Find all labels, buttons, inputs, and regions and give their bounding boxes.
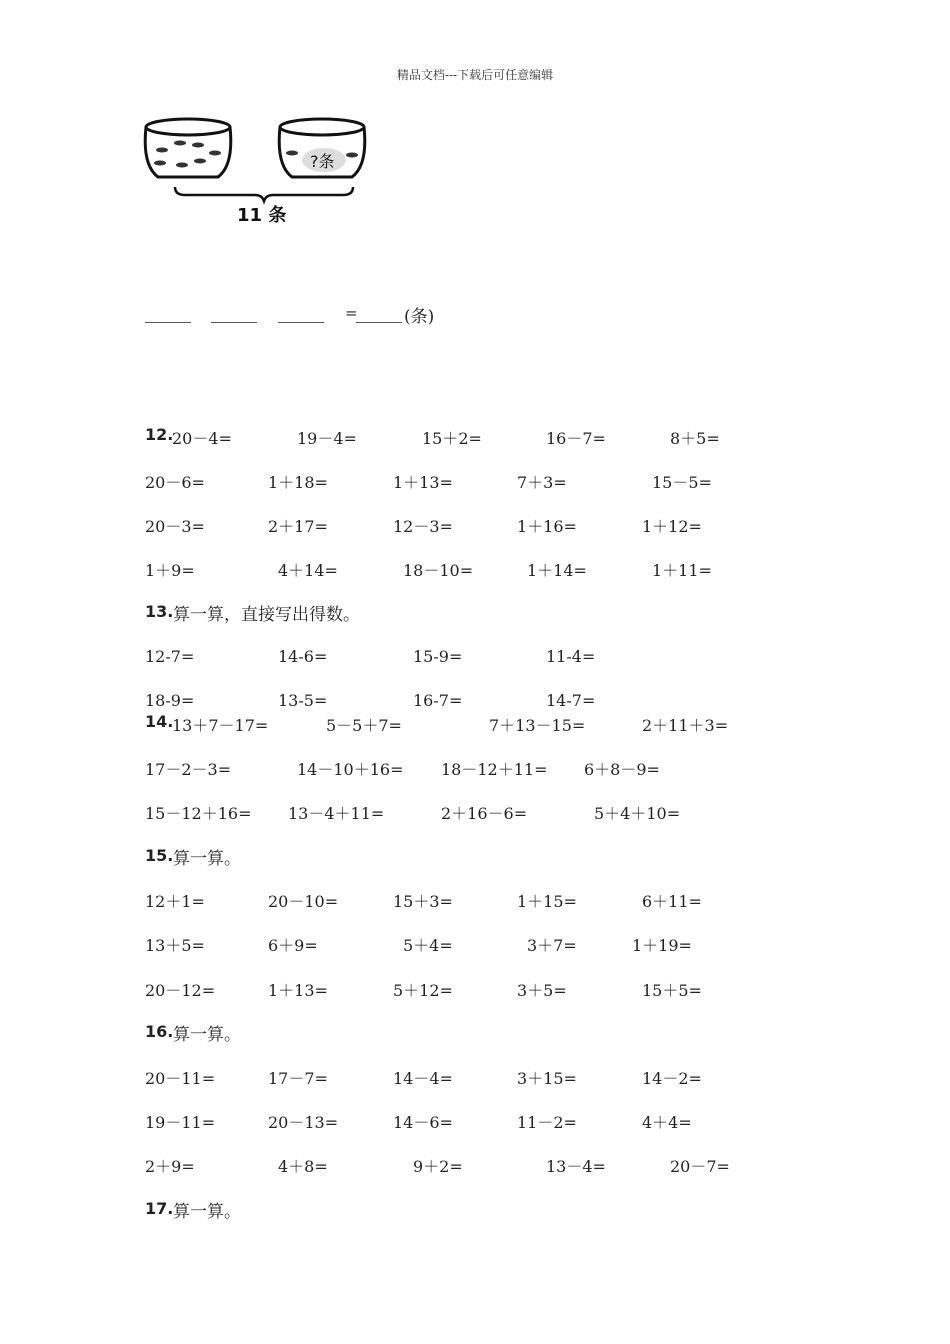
q12-item: 19－4= [297,429,357,448]
q13-item: 12-7= [145,647,195,666]
q15-item: 5＋12= [393,981,453,1000]
q12-item: 1＋12= [642,517,702,536]
q16-item: 19－11= [145,1113,216,1132]
q16-number: 16. [145,1022,174,1041]
q15-item: 13＋5= [145,936,205,955]
q16-item: 20－13= [268,1113,339,1132]
q16-item: 9＋2= [413,1157,463,1176]
q14-number: 14. [145,712,174,731]
question-label: ?条 [310,152,335,171]
q15-item: 6＋9= [268,936,318,955]
q13-number: 13. [145,602,174,621]
q12-item: 1＋11= [652,561,712,580]
left-fish-bowl [145,119,231,177]
q12-item: 1＋9= [145,561,195,580]
q12-item: 20－4= [172,429,232,448]
q14-item: 5－5＋7= [326,716,402,735]
q15-item: 1＋15= [517,892,577,911]
q15-item: 3＋5= [517,981,567,1000]
q16-item: 14－6= [393,1113,453,1132]
q13-item: 15-9= [413,647,463,666]
q12-item: 1＋18= [268,473,328,492]
q14-item: 2＋16－6= [441,804,528,823]
q14-item: 6＋8－9= [584,760,660,779]
q12-item: 8＋5= [670,429,720,448]
q12-item: 15＋2= [422,429,482,448]
q13-item: 13-5= [278,691,328,710]
answer-blank-1[interactable] [145,322,191,323]
q12-item: 1＋13= [393,473,453,492]
q14-item: 2＋11＋3= [642,716,729,735]
q15-number: 15. [145,846,174,865]
q13-item: 16-7= [413,691,463,710]
q12-item: 12－3= [393,517,453,536]
q17-number: 17. [145,1199,174,1218]
q12-item: 2＋17= [268,517,328,536]
q15-item: 20－12= [145,981,216,1000]
equals-sign: = [345,304,358,322]
fish-bowls-illustration [140,115,375,235]
q16-item: 17－7= [268,1069,328,1088]
unit-label: (条) [404,307,435,327]
q16-item: 20－7= [670,1157,730,1176]
brace [175,187,353,201]
q12-item: 4＋14= [278,561,338,580]
q12-item: 1＋14= [527,561,587,580]
q12-item: 1＋16= [517,517,577,536]
q16-item: 3＋15= [517,1069,577,1088]
q13-item: 11-4= [546,647,596,666]
q14-item: 7＋13－15= [489,716,586,735]
answer-blank-2[interactable] [211,322,257,323]
answer-blank-result[interactable] [356,322,402,323]
q15-item: 15＋5= [642,981,702,1000]
total-label: 11 条 [237,205,287,226]
q16-item: 13－4= [546,1157,606,1176]
left-bowl-fish [154,141,221,168]
q16-item: 4＋4= [642,1113,692,1132]
q14-item: 17－2－3= [145,760,232,779]
q12-item: 18－10= [403,561,474,580]
q16-item: 20－11= [145,1069,216,1088]
q14-item: 5＋4＋10= [594,804,681,823]
q15-item: 1＋13= [268,981,328,1000]
q15-title: 算一算。 [173,849,241,869]
q12-item: 15－5= [652,473,712,492]
q13-title: 算一算，直接写出得数。 [173,605,360,625]
q12-number: 12. [145,425,174,444]
q14-item: 13－4＋11= [288,804,385,823]
q14-item: 18－12＋11= [441,760,548,779]
q14-item: 15－12＋16= [145,804,252,823]
q12-item: 20－6= [145,473,205,492]
q14-item: 14－10＋16= [297,760,404,779]
q16-item: 14－4= [393,1069,453,1088]
q12-item: 16－7= [546,429,606,448]
q16-item: 11－2= [517,1113,577,1132]
q15-item: 5＋4= [403,936,453,955]
q13-item: 14-7= [546,691,596,710]
q12-item: 7＋3= [517,473,567,492]
page-header: 精品文档---下载后可任意编辑 [396,68,554,82]
q17-title: 算一算。 [173,1202,241,1222]
q16-item: 4＋8= [278,1157,328,1176]
q14-item: 13＋7－17= [172,716,269,735]
q15-item: 1＋19= [632,936,692,955]
answer-blank-3[interactable] [278,322,324,323]
q13-item: 14-6= [278,647,328,666]
q15-item: 12＋1= [145,892,205,911]
q12-item: 20－3= [145,517,205,536]
q15-item: 3＋7= [527,936,577,955]
q13-item: 18-9= [145,691,195,710]
q15-item: 20－10= [268,892,339,911]
q16-title: 算一算。 [173,1025,241,1045]
q16-item: 14－2= [642,1069,702,1088]
q16-item: 2＋9= [145,1157,195,1176]
q15-item: 15＋3= [393,892,453,911]
q15-item: 6＋11= [642,892,702,911]
